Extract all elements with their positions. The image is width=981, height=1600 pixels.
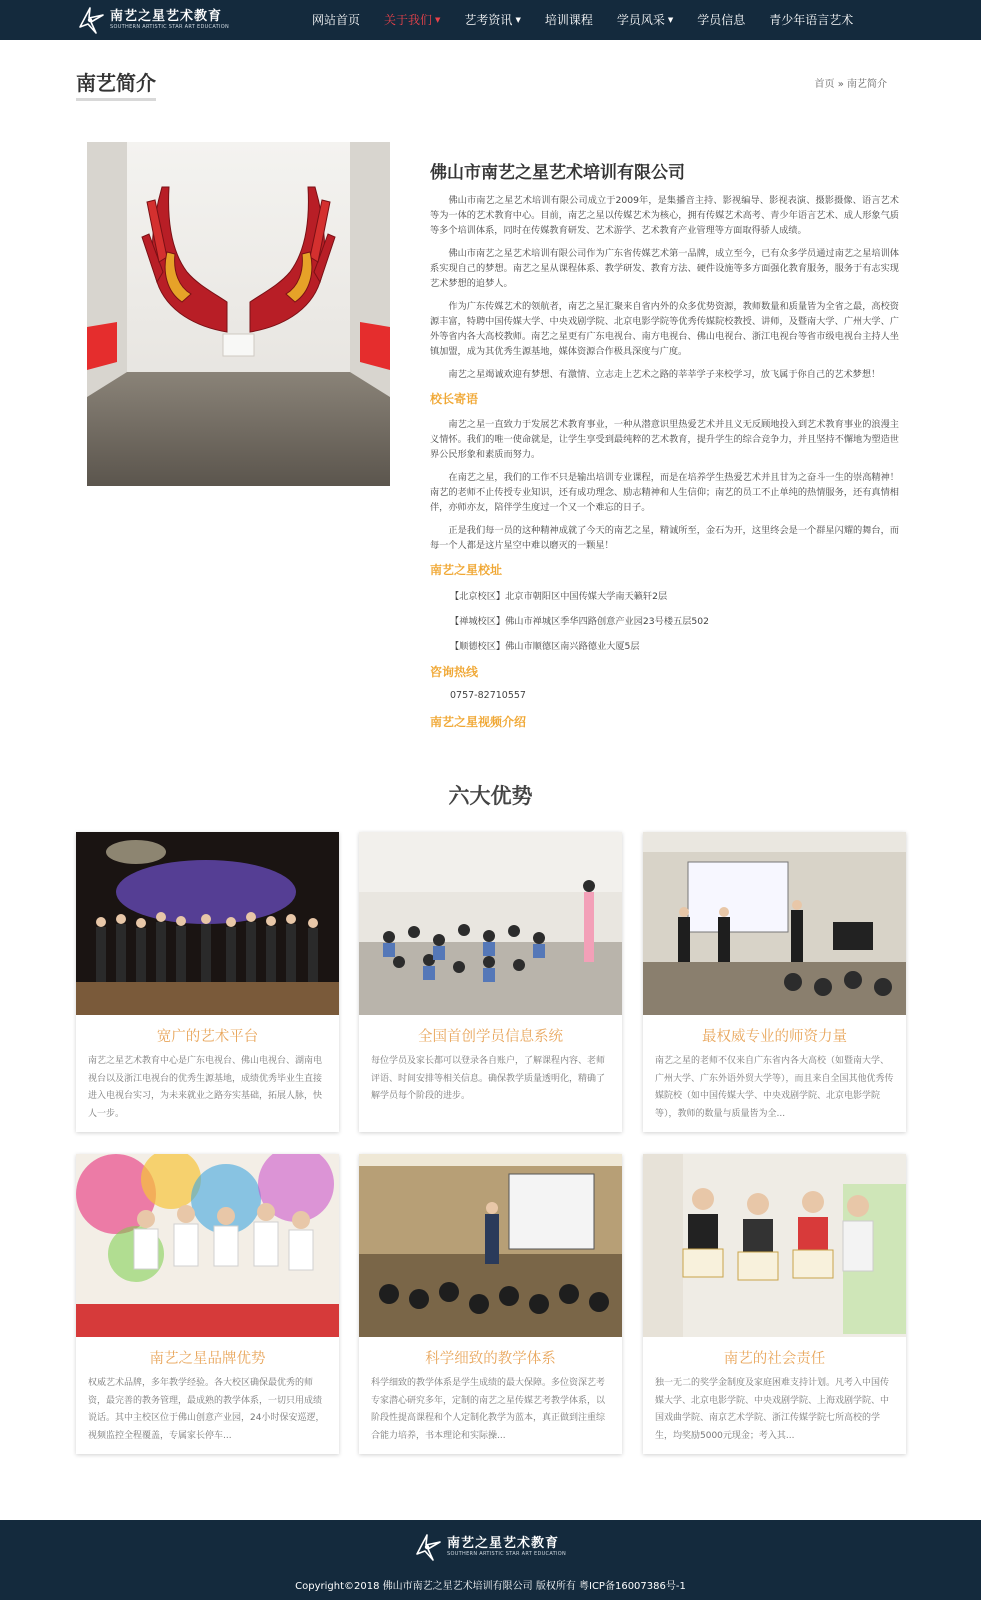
brand-logo[interactable]: [76, 5, 229, 35]
caret-down-icon: ▼: [667, 16, 674, 24]
nav-item-2[interactable]: [452, 0, 532, 40]
top-navbar: [0, 0, 981, 40]
principal-paragraph: 在南艺之星，我们的工作不只是输出培训专业课程，而是在培养学生热爱艺术并且甘为之奋斗一生的崇高精神！南艺的老师不止传授专业知识，还有成功理念、励志精神和人生信仰；南艺的员工不止单纯的热情服务，还有真情相伴，亦师亦友，陪伴学生度过一个又一个难忘的日子。: [430, 472, 899, 513]
card-description: 南艺之星艺术教育中心是广东电视台、佛山电视台、湖南电视台以及浙江电视台的优秀生源基地，成绩优秀毕业生直接进入电视台实习，为未来就业之路夯实基础，拓展人脉，快人一步。: [88, 1056, 323, 1119]
card-image-training: [359, 1154, 622, 1337]
nav-item-4[interactable]: [605, 0, 685, 40]
card-image-color-run: [76, 1154, 339, 1337]
advantage-card[interactable]: [359, 1154, 622, 1454]
card-title: 南艺之星品牌优势: [149, 1351, 266, 1367]
nav-item-label: 艺考资讯: [464, 13, 513, 27]
card-description: 权威艺术品牌，多年教学经验。各大校区确保最优秀的师资，最完善的教务管理，最成熟的教学体系，一切只用成绩说话。其中主校区位于佛山创意产业园，24小时保安巡逻，视频监控全程覆盖，专属家长停车...: [88, 1378, 325, 1441]
nav-item-5[interactable]: [685, 0, 757, 40]
page-title: 南艺简介: [76, 71, 156, 95]
card-image-classroom: [359, 832, 622, 1015]
card-image-stage: [76, 832, 339, 1015]
nav-item-6[interactable]: [757, 0, 865, 40]
brand-name: 南艺之星艺术教育: [110, 9, 223, 24]
card-description: 每位学员及家长都可以登录各自账户，了解课程内容、老师评语、时间安排等相关信息。确保教学质量透明化，精确了解学员每个阶段的进步。: [371, 1056, 606, 1101]
campus-address: 【禅城校区】佛山市禅城区季华四路创意产业园23号楼五层502: [450, 616, 709, 627]
nav-item-0[interactable]: [300, 0, 372, 40]
principal-paragraph: 南艺之星一直致力于发展艺术教育事业，一种从潜意识里热爱艺术并且义无反顾地投入到艺术教育事业的浪漫主义情怀。我们的唯一使命就是，让学生享受到最纯粹的艺术教育，提升学生的综合竞争力，并且坚持不懈地为塑造世界公民形象和素质而努力。: [430, 419, 899, 460]
card-title: 最权威专业的师资力量: [702, 1029, 847, 1045]
campus-address: 【顺德校区】佛山市顺德区南兴路德业大厦5层: [450, 641, 640, 652]
nav-item-3[interactable]: [533, 0, 605, 40]
nav-item-label: 关于我们: [384, 13, 433, 27]
advantage-card[interactable]: [359, 832, 622, 1132]
breadcrumb-home-link[interactable]: 首页: [814, 79, 835, 90]
intro-paragraph: 作为广东传媒艺术的领航者，南艺之星汇聚来自省内外的众多优势资源，教师数量和质量皆为全省之最，高校资源丰富，特聘中国传媒大学、中央戏剧学院、北京电影学院等优秀传媒院校教授、讲师，及暨南大学、广州大学、广外等省内各大高校教师。南艺之星更有广东电视台、南方电视台、佛山电视台、浙江电视台等省市级电视台主持人坐镇加盟，成为其优秀生源基地，媒体资源合作极具深度与广度。: [430, 301, 899, 357]
nav-item-label: 青少年语言艺术: [769, 13, 854, 27]
nav-item-1[interactable]: [372, 0, 452, 40]
card-description: 南艺之星的老师不仅来自广东省内各大高校（如暨南大学、广州大学、广东外语外贸大学等），而且来自全国其他优秀传媒院校（如中国传媒大学、中央戏剧学院、北京电影学院等），教师的数量与质量皆为全...: [655, 1056, 894, 1119]
breadcrumb-separator: »: [837, 79, 844, 90]
footer-brand-name: 南艺之星艺术教育: [447, 1536, 560, 1551]
advantage-card[interactable]: [76, 832, 339, 1132]
caret-down-icon: ▼: [435, 16, 441, 24]
card-description: 独一无二的奖学金制度及家庭困难支持计划。凡考入中国传媒大学、北京电影学院、中央戏剧学院、上海戏剧学院、中国戏曲学院、南京艺术学院、浙江传媒学院七所高校的学生，均奖励5000元现金；考入其...: [655, 1378, 890, 1441]
copyright-text: Copyright©2018 佛山市南艺之星艺术培训有限公司 版权所有 粤ICP备16007386号-1: [295, 1581, 686, 1592]
card-image-lecture: [643, 832, 906, 1015]
hotline-heading: 咨询热线: [430, 665, 479, 679]
campus-address: 【北京校区】北京市朝阳区中国传媒大学南天籁轩2层: [450, 591, 668, 602]
hotline-number: 0757-82710557: [450, 690, 526, 701]
title-underline: [76, 98, 156, 101]
video-intro-link[interactable]: 南艺之星视频介绍: [430, 715, 527, 729]
footer-logo[interactable]: [413, 1532, 566, 1562]
card-title: 宽广的艺术平台: [156, 1029, 259, 1045]
intro-section: [430, 158, 899, 740]
principal-heading: 校长寄语: [430, 392, 479, 406]
advantage-card[interactable]: [643, 832, 906, 1132]
card-title: 全国首创学员信息系统: [418, 1029, 563, 1045]
breadcrumb-current: 南艺简介: [847, 79, 887, 90]
footer: [0, 1520, 981, 1600]
card-title: 科学细致的教学体系: [425, 1351, 556, 1367]
intro-paragraph: 佛山市南艺之星艺术培训有限公司作为广东省传媒艺术第一品牌，成立至今，已有众多学员通过南艺之星培训体系实现自己的梦想。南艺之星从课程体系、教学研发、教育方法、硬件设施等多方面强化教育服务，服务于有志实现艺术梦想的追梦人。: [430, 248, 899, 289]
star-logo-icon: [76, 5, 106, 35]
main-nav: [300, 0, 865, 40]
breadcrumb: [815, 75, 888, 90]
card-title: 南艺的社会责任: [723, 1351, 826, 1367]
star-logo-icon: [413, 1532, 443, 1562]
intro-image-wings: [87, 142, 390, 486]
nav-item-label: 网站首页: [312, 13, 361, 27]
nav-item-label: 培训课程: [544, 13, 593, 27]
card-image-certificates: [643, 1154, 906, 1337]
intro-paragraph: 佛山市南艺之星艺术培训有限公司成立于2009年，是集播音主持、影视编导、影视表演、摄影摄像、语言艺术等为一体的艺术教育中心。目前，南艺之星以传媒艺术为核心，拥有传媒艺术高考、青少年语言艺术、成人形象气质等多个培训体系，同时在传媒教育研发、艺术游学、艺术教育产业管理等方面取得骄人成绩。: [430, 195, 899, 236]
advantages-title: 六大优势: [448, 784, 533, 808]
intro-paragraph: 南艺之星竭诚欢迎有梦想、有激情、立志走上艺术之路的莘莘学子来校学习，放飞属于你自己的艺术梦想！: [448, 369, 881, 380]
brand-name-en: SOUTHERN ARTISTIC STAR ART EDUCATION: [110, 24, 230, 30]
footer-brand-name-en: SOUTHERN ARTISTIC STAR ART EDUCATION: [447, 1551, 567, 1557]
nav-item-label: 学员信息: [697, 13, 746, 27]
advantage-card[interactable]: [643, 1154, 906, 1454]
card-description: 科学细致的教学体系是学生成绩的最大保障。多位资深艺考专家潜心研究多年，定制的南艺之星传媒艺考教学体系，以阶段性提高课程和个人定制化教学为蓝本，真正做到注重综合能力培养，书本理论和实际操...: [371, 1378, 606, 1441]
company-name: 佛山市南艺之星艺术培训有限公司: [430, 163, 685, 183]
principal-paragraph: 正是我们每一员的这种精神成就了今天的南艺之星，精诚所至，金石为开，这里终会是一个群星闪耀的舞台，而每一个人都是这片星空中难以磨灭的一颗星！: [430, 525, 899, 551]
caret-down-icon: ▼: [515, 16, 521, 24]
nav-item-label: 学员风采: [616, 13, 665, 27]
campus-heading: 南艺之星校址: [430, 563, 503, 577]
advantage-card[interactable]: [76, 1154, 339, 1454]
